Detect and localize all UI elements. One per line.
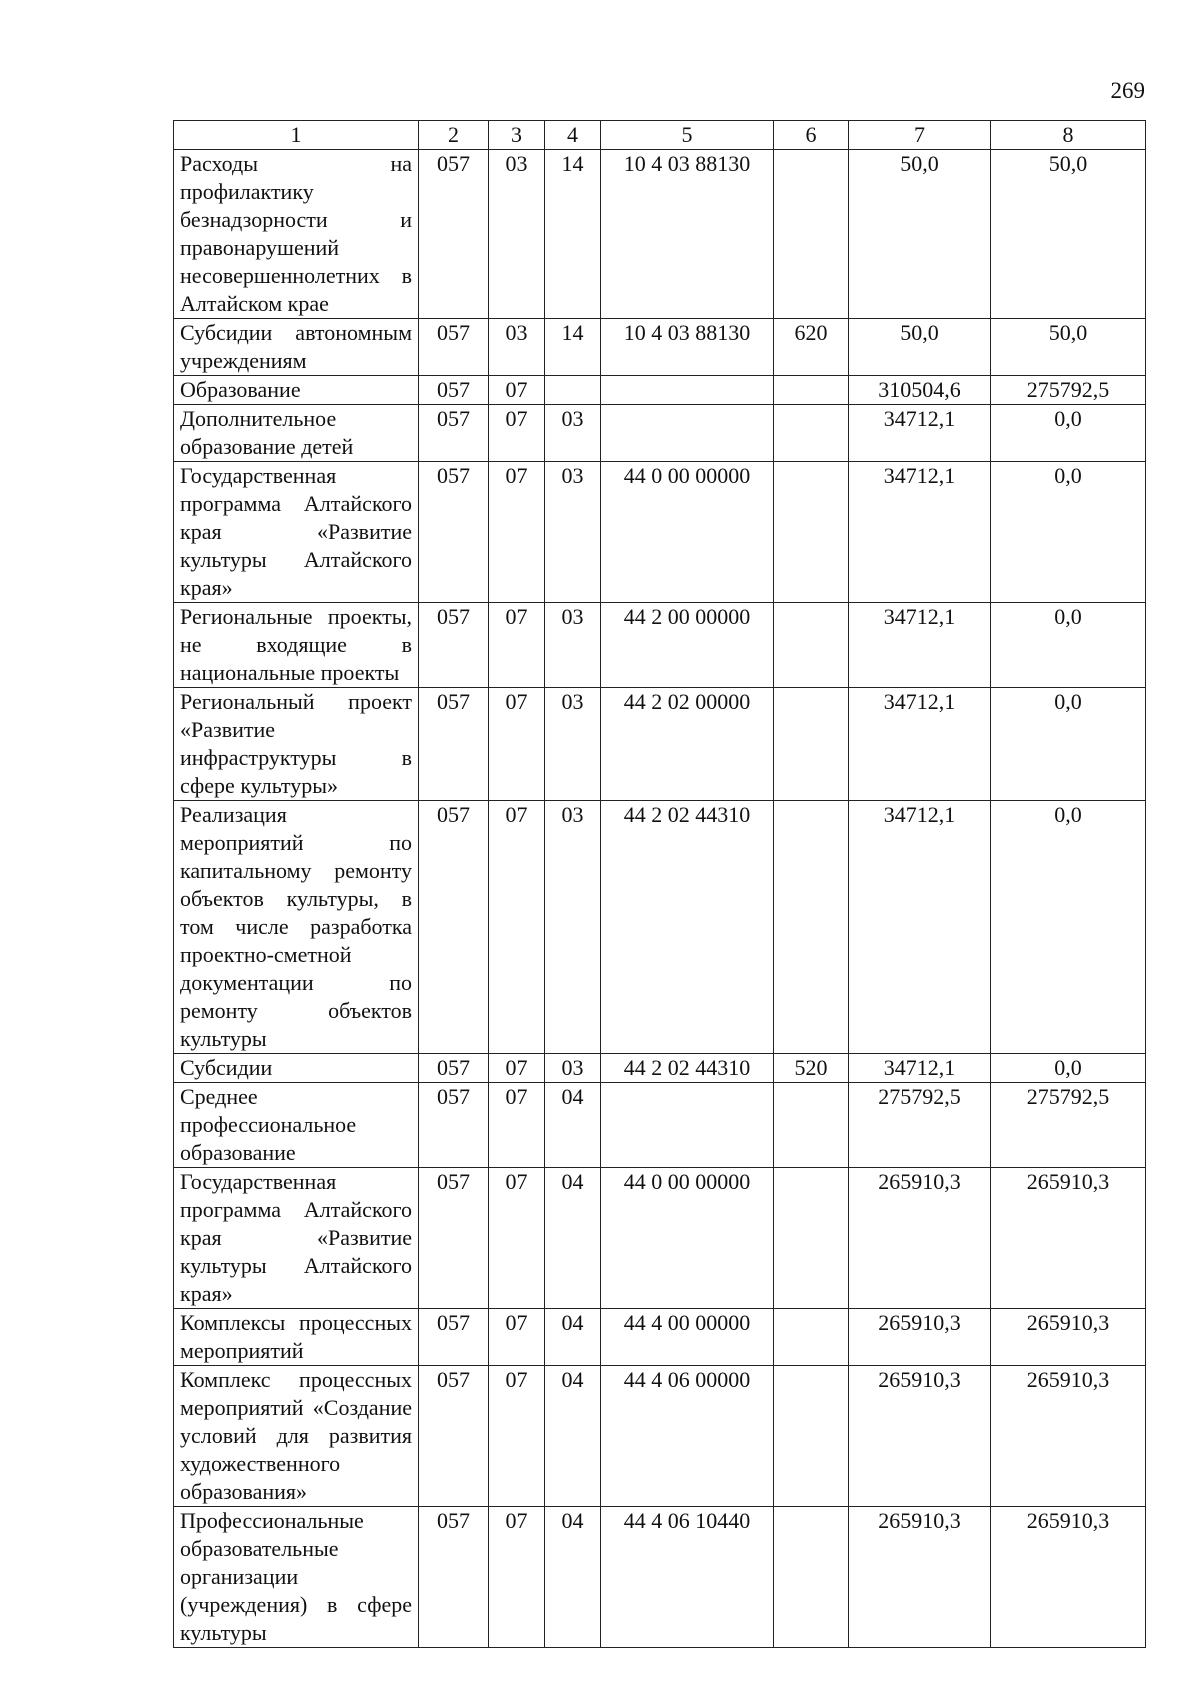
row-cell-c2: 057 [419, 376, 489, 405]
row-cell-c2: 057 [419, 1083, 489, 1168]
row-cell-c6 [774, 405, 849, 462]
row-cell-c4: 04 [545, 1168, 601, 1309]
row-cell-c4: 03 [545, 462, 601, 603]
row-cell-c4: 04 [545, 1309, 601, 1366]
row-cell-c7: 265910,3 [849, 1309, 991, 1366]
header-cell: 3 [489, 121, 545, 150]
row-cell-c3: 07 [489, 1054, 545, 1083]
table-row [174, 150, 1146, 319]
row-cell-c6 [774, 1168, 849, 1309]
row-cell-c7: 34712,1 [849, 603, 991, 688]
row-cell-c5 [601, 376, 774, 405]
row-cell-c6 [774, 1507, 849, 1648]
row-cell-c3: 07 [489, 376, 545, 405]
row-cell-c7: 265910,3 [849, 1168, 991, 1309]
row-cell-c8: 50,0 [991, 319, 1146, 376]
row-cell-c2: 057 [419, 319, 489, 376]
row-cell-c6: 520 [774, 1054, 849, 1083]
header-cell: 6 [774, 121, 849, 150]
row-cell-c2: 057 [419, 1168, 489, 1309]
row-cell-c8: 265910,3 [991, 1309, 1146, 1366]
row-cell-c7: 265910,3 [849, 1507, 991, 1648]
row-cell-c2: 057 [419, 688, 489, 801]
row-cell-c8: 275792,5 [991, 1083, 1146, 1168]
header-cell: 5 [601, 121, 774, 150]
row-cell-c7: 275792,5 [849, 1083, 991, 1168]
row-cell-c7: 265910,3 [849, 1366, 991, 1507]
row-name-cell: Профессиональные образовательные организации (учреждения) в сфере культуры [174, 1507, 419, 1648]
budget-table [173, 120, 1146, 1648]
row-cell-c8: 0,0 [991, 1054, 1146, 1083]
row-cell-c3: 07 [489, 405, 545, 462]
row-cell-c7: 34712,1 [849, 405, 991, 462]
row-cell-c8: 0,0 [991, 801, 1146, 1054]
row-cell-c4: 14 [545, 319, 601, 376]
row-cell-c6 [774, 1083, 849, 1168]
row-cell-c4: 03 [545, 688, 601, 801]
row-cell-c8: 265910,3 [991, 1507, 1146, 1648]
row-cell-c3: 07 [489, 801, 545, 1054]
row-cell-c3: 07 [489, 1083, 545, 1168]
row-cell-c3: 07 [489, 603, 545, 688]
row-cell-c2: 057 [419, 603, 489, 688]
row-cell-c8: 0,0 [991, 405, 1146, 462]
row-cell-c3: 03 [489, 150, 545, 319]
row-cell-c7: 34712,1 [849, 1054, 991, 1083]
row-cell-c6 [774, 376, 849, 405]
table-row [174, 688, 1146, 801]
row-cell-c2: 057 [419, 405, 489, 462]
row-cell-c6 [774, 462, 849, 603]
row-cell-c5: 44 4 06 00000 [601, 1366, 774, 1507]
row-cell-c5: 10 4 03 88130 [601, 150, 774, 319]
row-cell-c4: 14 [545, 150, 601, 319]
row-cell-c4: 03 [545, 1054, 601, 1083]
page-number: 269 [1110, 78, 1145, 103]
row-cell-c2: 057 [419, 1054, 489, 1083]
table-row [174, 376, 1146, 405]
table-row [174, 1168, 1146, 1309]
row-cell-c4: 04 [545, 1507, 601, 1648]
row-cell-c2: 057 [419, 801, 489, 1054]
header-cell: 2 [419, 121, 489, 150]
row-cell-c4: 03 [545, 603, 601, 688]
table-row [174, 1366, 1146, 1507]
row-cell-c6 [774, 603, 849, 688]
row-cell-c3: 07 [489, 462, 545, 603]
row-cell-c6 [774, 150, 849, 319]
row-cell-c4: 04 [545, 1083, 601, 1168]
row-cell-c6 [774, 1309, 849, 1366]
row-name-cell: Региональный проект «Развитие инфраструктуры в сфере культуры» [174, 688, 419, 801]
row-name-cell: Образование [174, 376, 419, 405]
row-cell-c7: 34712,1 [849, 801, 991, 1054]
row-cell-c6 [774, 1366, 849, 1507]
row-name-cell: Государственная программа Алтайского края «Развитие культуры Алтайского края» [174, 462, 419, 603]
row-cell-c8: 0,0 [991, 603, 1146, 688]
row-cell-c7: 50,0 [849, 319, 991, 376]
row-cell-c5 [601, 405, 774, 462]
row-name-cell: Субсидии [174, 1054, 419, 1083]
row-cell-c8: 0,0 [991, 462, 1146, 603]
row-cell-c5: 44 4 06 10440 [601, 1507, 774, 1648]
table-body [174, 150, 1146, 1648]
row-name-cell: Региональные проекты, не входящие в национальные проекты [174, 603, 419, 688]
row-cell-c3: 03 [489, 319, 545, 376]
header-cell: 1 [174, 121, 419, 150]
row-cell-c5: 44 0 00 00000 [601, 462, 774, 603]
row-cell-c5: 44 2 02 44310 [601, 801, 774, 1054]
row-cell-c2: 057 [419, 462, 489, 603]
row-cell-c6: 620 [774, 319, 849, 376]
row-cell-c5: 44 2 02 00000 [601, 688, 774, 801]
table-row [174, 603, 1146, 688]
table-row [174, 1054, 1146, 1083]
row-cell-c7: 50,0 [849, 150, 991, 319]
row-cell-c3: 07 [489, 1309, 545, 1366]
header-cell: 8 [991, 121, 1146, 150]
row-cell-c3: 07 [489, 688, 545, 801]
row-cell-c2: 057 [419, 150, 489, 319]
header-cell: 7 [849, 121, 991, 150]
row-cell-c7: 34712,1 [849, 688, 991, 801]
table-row [174, 1309, 1146, 1366]
row-cell-c5: 44 4 00 00000 [601, 1309, 774, 1366]
row-cell-c3: 07 [489, 1168, 545, 1309]
row-cell-c4: 03 [545, 405, 601, 462]
row-cell-c8: 50,0 [991, 150, 1146, 319]
row-cell-c6 [774, 688, 849, 801]
row-cell-c4 [545, 376, 601, 405]
row-cell-c2: 057 [419, 1366, 489, 1507]
table-row [174, 405, 1146, 462]
row-name-cell: Комплексы процессных мероприятий [174, 1309, 419, 1366]
row-cell-c5: 44 2 00 00000 [601, 603, 774, 688]
row-cell-c8: 275792,5 [991, 376, 1146, 405]
row-cell-c7: 310504,6 [849, 376, 991, 405]
table-row [174, 319, 1146, 376]
row-name-cell: Государственная программа Алтайского края «Развитие культуры Алтайского края» [174, 1168, 419, 1309]
row-name-cell: Дополнительное образование детей [174, 405, 419, 462]
row-cell-c7: 34712,1 [849, 462, 991, 603]
header-cell: 4 [545, 121, 601, 150]
row-cell-c5: 44 0 00 00000 [601, 1168, 774, 1309]
row-name-cell: Расходы на профилактику безнадзорности и правонарушений несовершеннолетних в Алтайском крае [174, 150, 419, 319]
row-cell-c6 [774, 801, 849, 1054]
row-cell-c4: 04 [545, 1366, 601, 1507]
row-name-cell: Комплекс процессных мероприятий «Создание условий для развития художественного образования» [174, 1366, 419, 1507]
row-cell-c3: 07 [489, 1366, 545, 1507]
row-cell-c2: 057 [419, 1309, 489, 1366]
row-cell-c8: 0,0 [991, 688, 1146, 801]
row-cell-c8: 265910,3 [991, 1168, 1146, 1309]
table-row [174, 1083, 1146, 1168]
table-row [174, 1507, 1146, 1648]
table-row [174, 462, 1146, 603]
row-cell-c3: 07 [489, 1507, 545, 1648]
row-name-cell: Субсидии автономным учреждениям [174, 319, 419, 376]
table-row [174, 801, 1146, 1054]
row-cell-c8: 265910,3 [991, 1366, 1146, 1507]
row-cell-c4: 03 [545, 801, 601, 1054]
row-cell-c5 [601, 1083, 774, 1168]
table-header-row [174, 121, 1146, 150]
row-cell-c5: 10 4 03 88130 [601, 319, 774, 376]
row-cell-c2: 057 [419, 1507, 489, 1648]
row-name-cell: Реализация мероприятий по капитальному ремонту объектов культуры, в том числе разработка проектно-сметной документации по ремонту объектов культуры [174, 801, 419, 1054]
row-cell-c5: 44 2 02 44310 [601, 1054, 774, 1083]
row-name-cell: Среднее профессиональное образование [174, 1083, 419, 1168]
